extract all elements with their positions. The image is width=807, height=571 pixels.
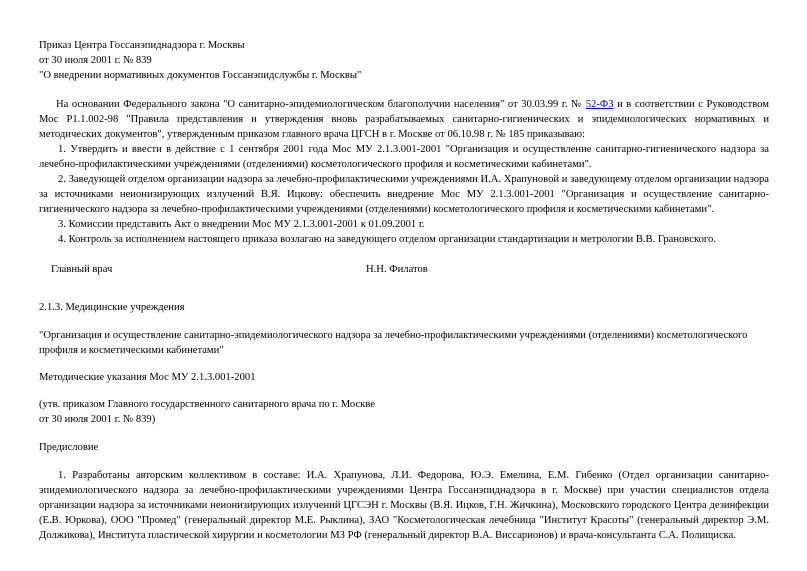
law-link[interactable]: 52-ФЗ: [585, 99, 614, 110]
section-heading: 2.1.3. Медицинские учреждения: [39, 302, 185, 313]
order-date: от 30 июля 2001 г. № 839: [39, 55, 152, 66]
signature-row: [39, 262, 769, 277]
preface-heading: Предисловие: [39, 442, 99, 453]
order-issuer: Приказ Центра Госсанэпиднадзора г. Москвы: [39, 40, 245, 51]
signature-role: Главный врач: [51, 264, 113, 275]
approval-line-2: от 30 июля 2001 г. № 839): [39, 414, 156, 425]
preface-item-1: 1. Разработаны авторским коллективом в составе: И.А. Храпунова, Л.И. Федорова, Ю.Э. Емелина, Е.М. Гибенко (Отдел организации санитарно-эпидемиологического надзора за лечебно-профилактическими учреждениями Центра Госсанэпиднадзора в г. Москве) при участии специалистов отдела организации надзора за источниками неионизирующих излучений ЦГСЭН г. Москвы (В.Я. Ицков, Г.Н. Жичкина), Московского городского Центра дезинфекции (Е.В. Юркова), ООО "Промед" (генеральный директор М.Е. Рыклина), ЗАО "Косметологическая лечебница "Институт Красоты" (генеральный директор Э.М. Должикова), Института пластической хирургии и косметологии МЗ РФ (генеральный директор В.А. Виссарионов) и врача-консультанта С.А. Полищиска.: [39, 470, 769, 541]
document-code: Методические указания Мос МУ 2.1.3.001-2001: [39, 372, 256, 383]
order-header: [39, 38, 769, 83]
approval-line-1: (утв. приказом Главного государственного санитарного врача по г. Москве: [39, 399, 375, 410]
document-title: "Организация и осуществление санитарно-эпидемиологического надзора за лечебно-профилактическими учреждениями (отделениями) косметологического профиля и косметическими кабинетами": [39, 330, 748, 356]
intro-paragraph: [39, 97, 769, 142]
signature-name: Н.Н. Филатов: [366, 264, 428, 275]
intro-text-after: и в соответствии с Руководством Мос Р1.1.002-98 "Правила представления и утверждения вновь разрабатываемых санитарно-гигиенических и эпидемиологических нормативных и методических документов", утвержденным приказом главного врача ЦГСН в г. Москве от 06.10.98 г. № 185 приказываю:: [39, 99, 769, 140]
order-title: "О внедрении нормативных документов Госсанэпидслужбы г. Москвы": [39, 70, 362, 81]
order-item-1: 1. Утвердить и ввести в действие с 1 сентября 2001 года Мос МУ 2.1.3.001-2001 "Организация и осуществление санитарно-гигиенического надзора за лечебно-профилактическими учреждениями (отделениями) косметологического профиля и косметическими кабинетами".: [39, 144, 769, 170]
document-page: [39, 38, 769, 543]
order-item-2: 2. Заведующей отделом организации надзора за лечебно-профилактическими учреждениями И.А. Храпуновой и заведующему отделом организации надзора за источниками неионизирующих излучений В.Я. Ицкову: обеспечить внедрение Мос МУ 2.1.3.001-2001 "Организация и осуществление санитарно-гигиенического надзора за лечебно-профилактическими учреждениями (отделениями) косметологического профиля и косметическими кабинетами".: [39, 174, 769, 215]
order-item-3: 3. Комиссии представить Акт о внедрении Мос МУ 2.1.3.001-2001 к 01.09.2001 г.: [58, 219, 425, 230]
order-item-4: 4. Контроль за исполнением настоящего приказа возлагаю на заведующего отделом организации стандартизации и метрологии В.В. Грановского.: [58, 234, 716, 245]
intro-text-before: На основании Федерального закона "О санитарно-эпидемиологическом благополучии населения" от 30.03.99 г. №: [56, 99, 586, 110]
